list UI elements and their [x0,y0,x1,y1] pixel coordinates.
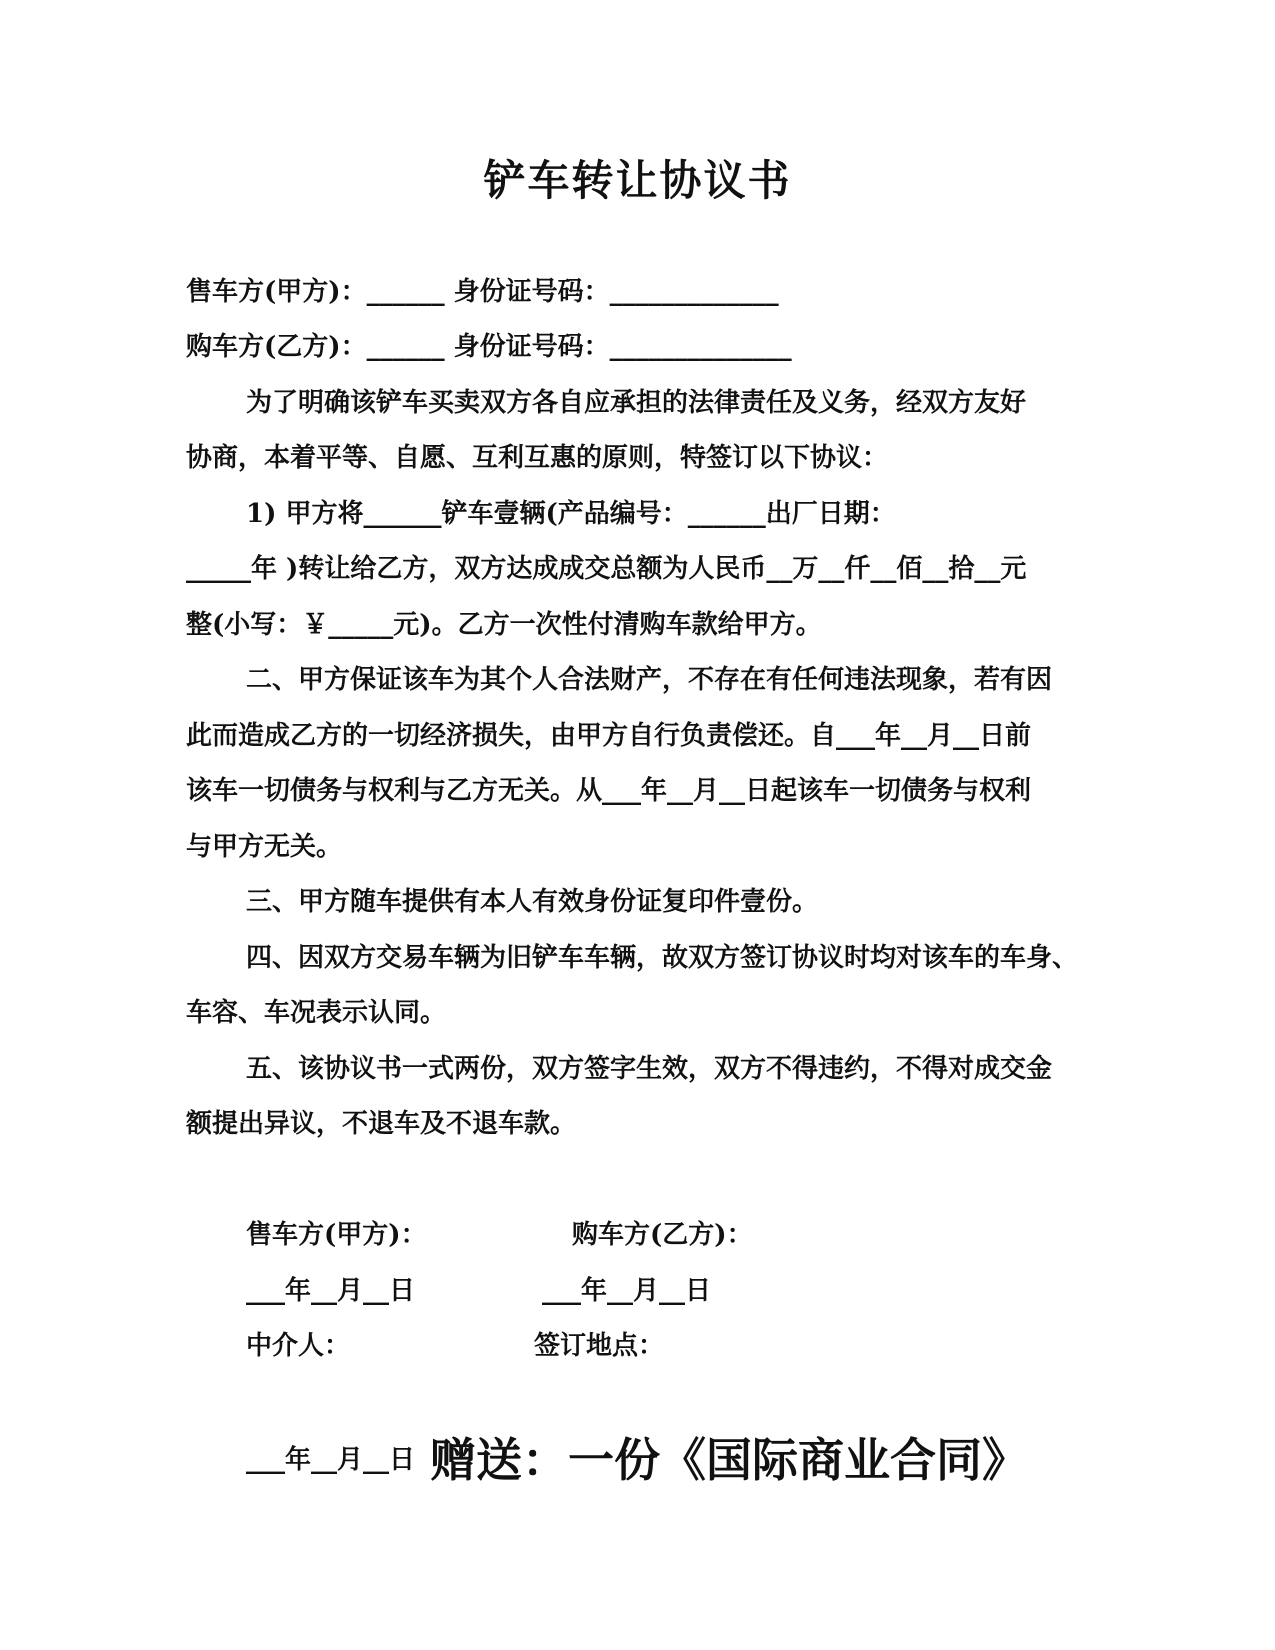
intro-line-1: 为了明确该铲车买卖双方各自应承担的法律责任及义务，经双方友好 [246,388,1027,418]
clause-2-line-3: 该车一切债务与权利与乙方无关。从___年__月__日起该车一切债务与权利 [186,776,1032,806]
clause-5-line-1: 五、该协议书一式两份，双方签字生效，双方不得违约，不得对成交金 [246,1054,1053,1084]
clause-4-line-2: 车容、车况表示认同。 [186,998,447,1028]
clause-1-line-1: 1) 甲方将______铲车壹辆(产品编号：______出厂日期： [246,499,896,529]
clause-1-line-2: _____年 )转让给乙方，双方达成成交总额为人民币__万__仟__佰__拾__元 [186,554,1027,584]
agent-label: 中介人： [246,1331,351,1361]
clause-2-line-4: 与甲方无关。 [186,832,343,862]
seller-signature-label: 售车方(甲方)： [246,1220,427,1250]
buyer-signature-label: 购车方(乙方)： [572,1220,753,1250]
clause-5-line-2: 额提出异议，不退车及不退车款。 [186,1109,577,1139]
seller-info-line: 售车方(甲方)：______ 身份证号码：_____________ [186,277,779,307]
clause-1-line-3: 整(小写：￥_____元)。乙方一次性付清购车款给甲方。 [186,610,822,640]
page-title: 铲车转让协议书 [483,156,792,205]
clause-3-line-1: 三、甲方随车提供有本人有效身份证复印件壹份。 [246,887,819,917]
clause-4-line-1: 四、因双方交易车辆为旧铲车车辆，故双方签订协议时均对该车的车身、 [246,943,1079,973]
clause-2-line-2: 此而造成乙方的一切经济损失，由甲方自行负责偿还。自___年__月__日前 [186,721,1032,751]
clause-2-line-1: 二、甲方保证该车为其个人合法财产，不存在有任何违法现象，若有因 [246,665,1053,695]
buyer-signature-date: ___年__月__日 [542,1276,712,1306]
signing-place-label: 签订地点： [534,1331,665,1361]
buyer-info-line: 购车方(乙方)：______ 身份证号码：______________ [186,332,792,362]
final-date: ___年__月__日 [246,1445,416,1475]
promo-text: 赠送：一份《国际商业合同》 [430,1433,1028,1487]
intro-line-2: 协商，本着平等、自愿、互利互惠的原则，特签订以下协议： [186,443,889,473]
seller-signature-date: ___年__月__日 [246,1276,416,1306]
